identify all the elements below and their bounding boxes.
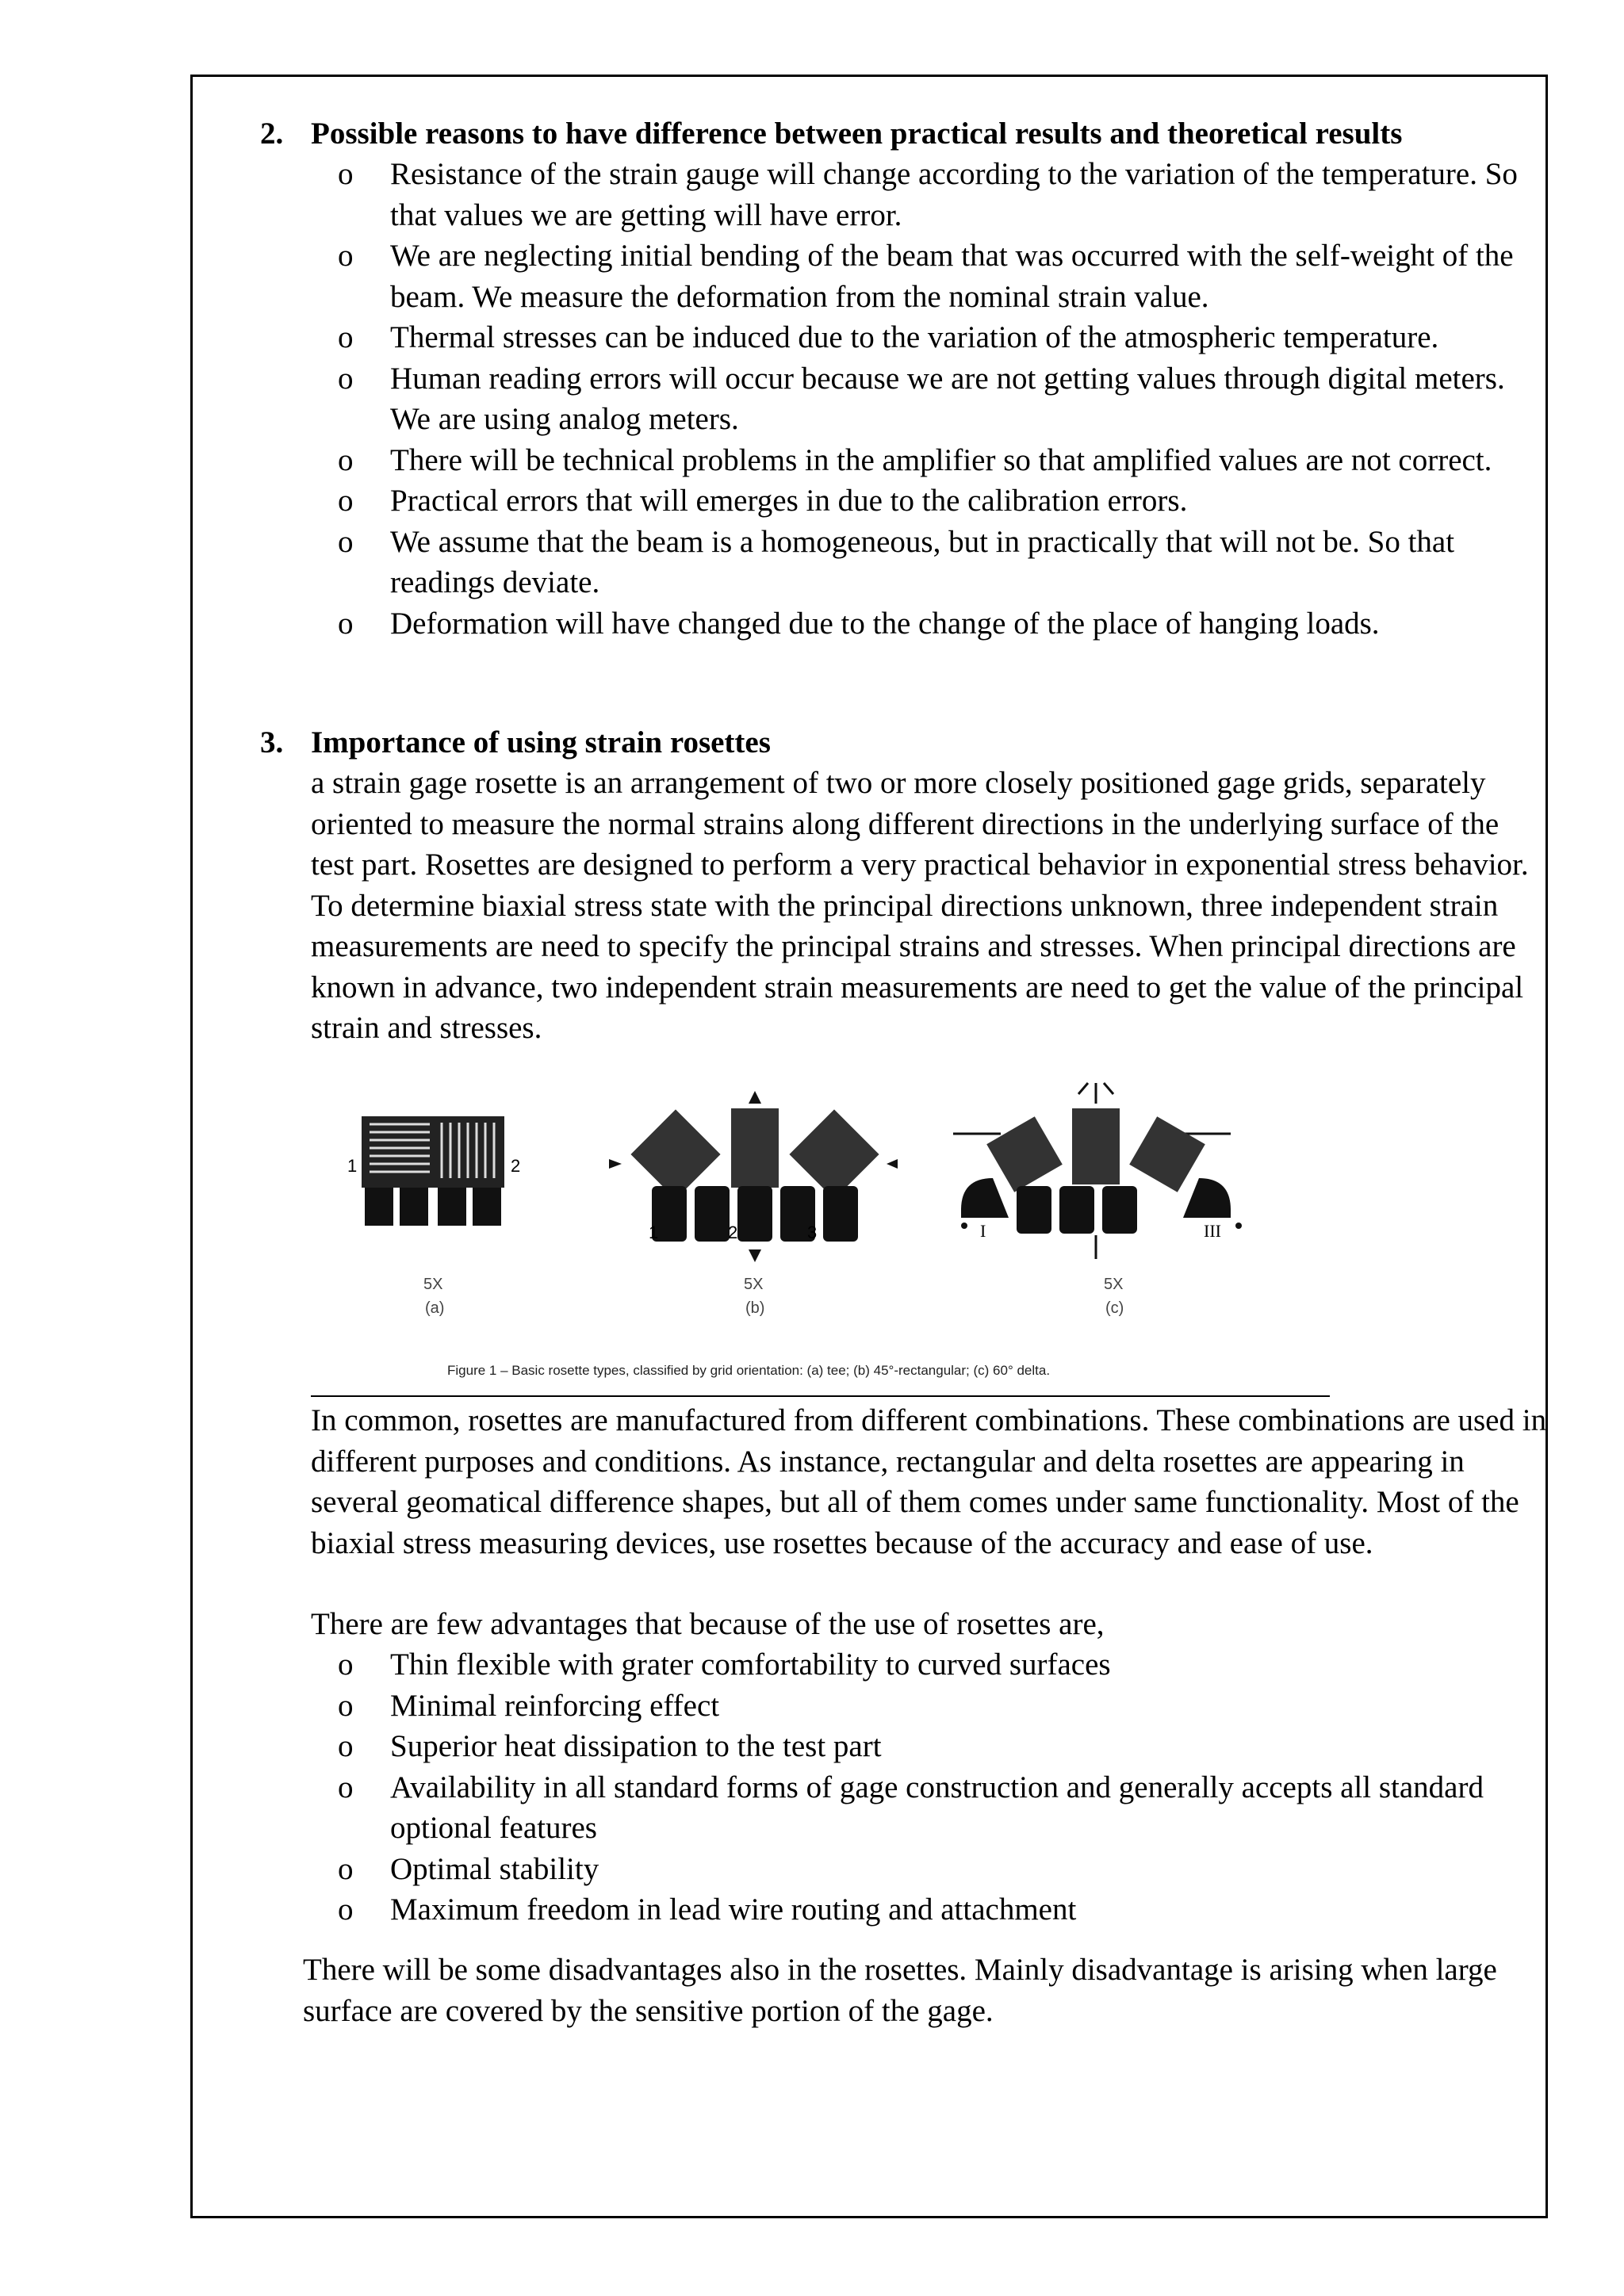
list-item: [338, 358, 1545, 440]
section-2-number: 2.: [260, 117, 284, 151]
bullet-mark: o: [338, 1729, 354, 1763]
list-item: [338, 1767, 1545, 1849]
figure-rule: [311, 1395, 1330, 1397]
bullet-mark: o: [338, 361, 354, 396]
list-item-text: Optimal stability: [390, 1851, 599, 1886]
panel-b-grid-2: 2: [728, 1223, 738, 1242]
list-item-text: Resistance of the strain gauge will change according to the variation of the temperature. So that values we are getting will have error.: [390, 157, 1518, 232]
rosette-panel-a: [347, 1116, 520, 1317]
section-2-heading: [260, 113, 1402, 155]
disadvantages-paragraph: There will be some disadvantages also in the rosettes. Mainly disadvantage is arising when large surface are covered by the sensitive portion of the gage.: [303, 1953, 1497, 2028]
bullet-mark: o: [338, 320, 354, 354]
bullet-mark: o: [338, 1892, 354, 1927]
list-item: [338, 1644, 1545, 1686]
list-item-text: We are neglecting initial bending of the beam that was occurred with the self-weight of the beam. We measure the deformation from the nominal strain value.: [390, 239, 1514, 314]
panel-c-mag: 5X: [1104, 1276, 1124, 1293]
list-item: [338, 235, 1545, 317]
list-item-text: Minimal reinforcing effect: [390, 1688, 720, 1723]
bullet-mark: o: [338, 239, 354, 273]
list-item-text: Thin flexible with grater comfortability to curved surfaces: [390, 1647, 1111, 1682]
list-item: [338, 1849, 1545, 1890]
section-3-heading: [260, 722, 771, 763]
list-item: [338, 1686, 1545, 1727]
bullet-mark: o: [338, 1647, 354, 1682]
rosette-panel-c: [953, 1083, 1242, 1317]
advantages-list: [338, 1644, 1545, 1931]
list-item: [338, 522, 1545, 603]
section-2-title: Possible reasons to have difference between practical results and theoretical results: [311, 117, 1403, 151]
panel-b-grid-1: 1: [649, 1223, 659, 1242]
list-item: [338, 317, 1545, 358]
panel-b-label: (b): [745, 1299, 765, 1317]
list-item-text: Deformation will have changed due to the change of the place of hanging loads.: [390, 606, 1380, 641]
bullet-mark: o: [338, 606, 354, 641]
section-2-reasons-list: [338, 154, 1545, 644]
panel-a-label: (a): [425, 1299, 445, 1317]
bullet-mark: o: [338, 524, 354, 559]
bullet-mark: o: [338, 484, 354, 518]
panel-c-grid-3: III: [1204, 1221, 1221, 1241]
panel-a-mag: 5X: [423, 1276, 443, 1293]
panel-a-grid-1: 1: [347, 1156, 358, 1176]
list-item: [338, 480, 1545, 522]
bullet-mark: o: [338, 157, 354, 191]
list-item-text: Superior heat dissipation to the test part: [390, 1729, 882, 1763]
section-3-intro: a strain gage rosette is an arrangement of two or more closely positioned gage grids, separately oriented to measure the normal strains along different directions in the underlying surface of the test part. Rosettes are designed to perform a very practical behavior in exponential stress behavior. To determine biaxial stress state with the principal directions unknown, three independent strain measurements are need to specify the principal strains and stresses. When principal directions are known in advance, two independent strain measurements are need to get the value of the principal strain and stresses.: [311, 766, 1529, 1045]
section-3-number: 3.: [260, 725, 284, 760]
list-item-text: Maximum freedom in lead wire routing and attachment: [390, 1892, 1077, 1927]
list-item-text: Thermal stresses can be induced due to the variation of the atmospheric temperature.: [390, 320, 1439, 354]
section-3-title: Importance of using strain rosettes: [311, 725, 771, 760]
list-item: [338, 1726, 1545, 1767]
panel-c-grid-1: I: [980, 1221, 986, 1241]
list-item: [338, 440, 1545, 481]
list-item-text: We assume that the beam is a homogeneous, but in practically that will not be. So that readings deviate.: [390, 524, 1455, 599]
bullet-mark: o: [338, 442, 354, 477]
list-item-text: Practical errors that will emerges in due to the calibration errors.: [390, 484, 1188, 518]
list-item-text: Availability in all standard forms of gage construction and generally accepts all standard optional features: [390, 1770, 1484, 1845]
bullet-mark: o: [338, 1851, 354, 1886]
list-item: [338, 603, 1545, 645]
bullet-mark: o: [338, 1770, 354, 1804]
figure-caption: Figure 1 – Basic rosette types, classified by grid orientation: (a) tee; (b) 45°-rectangular; (c) 60° delta.: [447, 1363, 1051, 1378]
list-item-text: There will be technical problems in the amplifier so that amplified values are not correct.: [390, 442, 1492, 477]
panel-a-grid-2: 2: [511, 1156, 521, 1176]
panel-b-grid-3: 3: [807, 1223, 818, 1242]
panel-b-mag: 5X: [744, 1276, 764, 1293]
bullet-mark: o: [338, 1688, 354, 1723]
rosette-figure: [311, 1059, 1330, 1397]
advantages-intro: There are few advantages that because of the use of rosettes are,: [311, 1607, 1105, 1641]
panel-c-label: (c): [1105, 1299, 1124, 1317]
rosette-panel-b: [609, 1091, 898, 1317]
list-item: [338, 1889, 1545, 1931]
section-3-para-2: In common, rosettes are manufactured from different combinations. These combinations are used in different purposes and conditions. As instance, rectangular and delta rosettes are appearing in several geomatical difference shapes, but all of them comes under same functionality. Most of the biaxial stress measuring devices, use rosettes because of the accuracy and ease of use.: [311, 1403, 1547, 1560]
list-item-text: Human reading errors will occur because we are not getting values through digital meters. We are using analog meters.: [390, 361, 1505, 436]
list-item: [338, 154, 1545, 235]
